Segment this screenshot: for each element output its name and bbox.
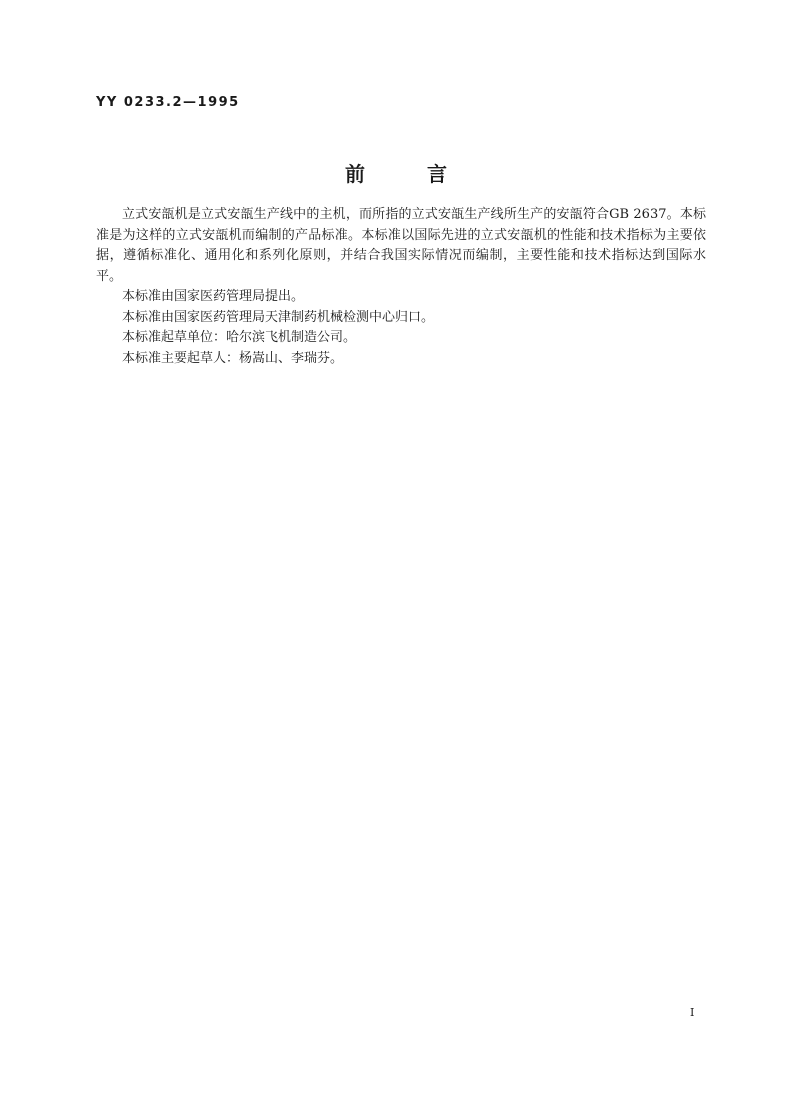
paragraph-drafting-unit: 本标准起草单位：哈尔滨飞机制造公司。 [122,330,357,345]
page-number: I [690,1006,695,1019]
paragraph-proposer: 本标准由国家医药管理局提出。 [122,289,305,304]
title-char-2: 言 [427,162,447,186]
title-char-1: 前 [345,162,365,186]
paragraph-intro: 立式安瓿机是立式安瓿生产线中的主机，而所指的立式安瓿生产线所生产的安瓿符合GB 2637。本标准是为这样的立式安瓿机而编制的产品标准。本标准以国际先进的立式安瓿机的性能和技术指标为主要依据，遵循标准化、通用化和系列化原则，并结合我国实际情况而编制，主要性能和技术指标达到国际水平。 [96,207,706,284]
foreword-body [96,205,706,369]
paragraph-centralized: 本标准由国家医药管理局天津制药机械检测中心归口。 [122,309,435,325]
standard-number: YY 0233.2—1995 [96,95,240,110]
page-title [0,158,792,187]
paragraph-drafters: 本标准主要起草人：杨嵩山、李瑞芬。 [122,350,344,366]
